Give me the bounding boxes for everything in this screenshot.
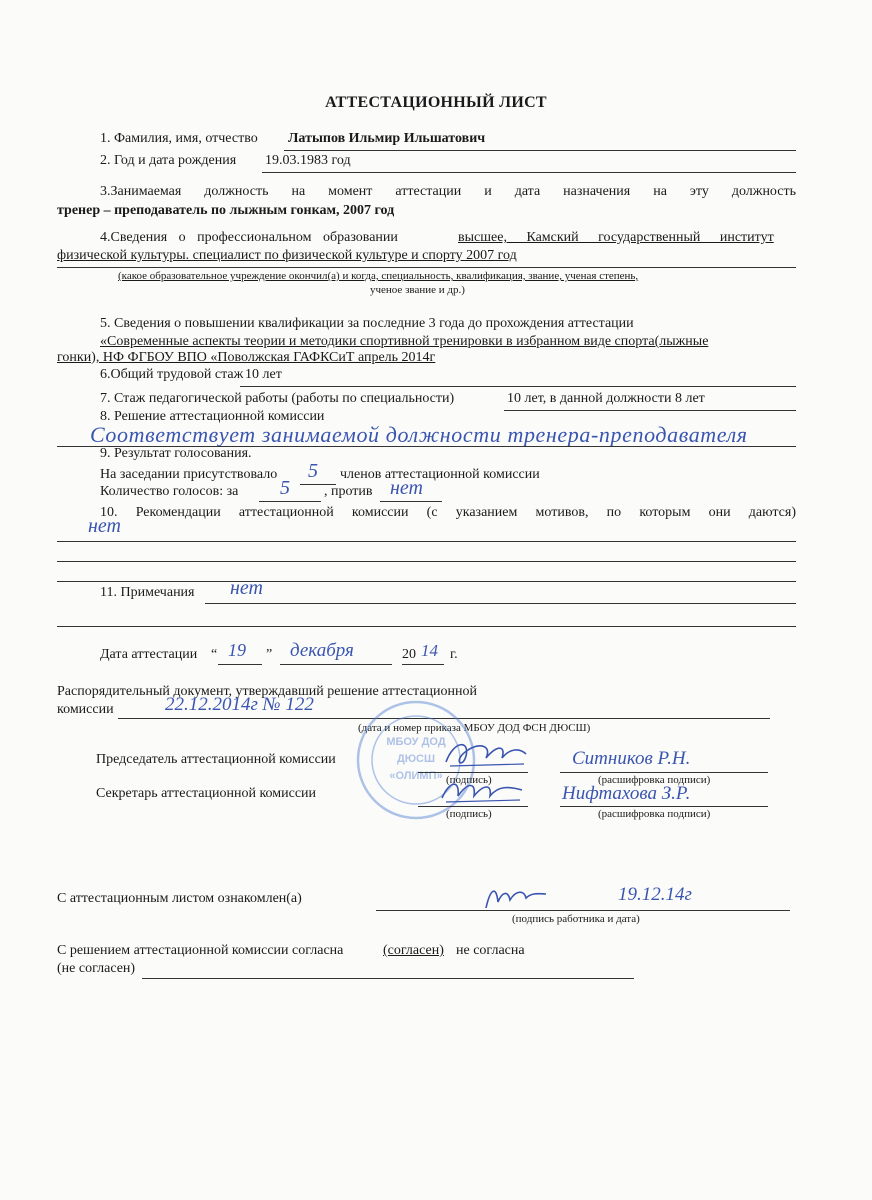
order-label-2: комиссии: [57, 702, 114, 717]
date-year-line: [402, 664, 444, 665]
order-note: (дата и номер приказа МБОУ ДОД ФСН ДЮСШ): [358, 722, 591, 734]
secretary-decode-line: [560, 806, 768, 807]
field-9-votes-against-line: [380, 501, 442, 502]
stamp-top-text: МБОУ ДОД: [386, 736, 446, 748]
field-6-label: 6.Общий трудовой стаж: [100, 367, 244, 382]
field-6-line: [240, 386, 796, 387]
field-10-value: нет: [88, 515, 121, 537]
date-year-prefix: 20: [402, 647, 416, 662]
field-8-value: Соответствует занимаемой должности тренера-преподавателя: [90, 422, 748, 447]
field-4-note-2: ученое звание и др.): [370, 284, 465, 296]
field-2-value: 19.03.1983 год: [265, 153, 351, 168]
field-11-line-1: [205, 603, 796, 604]
chair-name: Ситников Р.Н.: [572, 748, 691, 769]
chair-sign-note: (подпись): [446, 774, 492, 786]
field-11-label: 11. Примечания: [100, 585, 195, 600]
field-1-label: 1. Фамилия, имя, отчество: [100, 131, 258, 146]
field-2-line: [262, 172, 796, 173]
agree-line: [142, 978, 634, 979]
chair-decode-note: (расшифровка подписи): [598, 774, 711, 786]
date-close-quote: ”: [266, 647, 273, 662]
secretary-label: Секретарь аттестационной комиссии: [96, 786, 317, 801]
familiar-date: 19.12.14г: [618, 884, 692, 905]
date-year-suffix: 14: [421, 641, 438, 660]
order-value: 22.12.2014г № 122: [165, 694, 314, 715]
field-9-present-value: 5: [308, 460, 318, 482]
familiar-note: (подпись работника и дата): [512, 913, 640, 925]
date-day: 19: [228, 640, 246, 660]
field-10-line-1: [57, 541, 796, 542]
stamp-line2: ДЮСШ: [396, 753, 436, 765]
field-7-line: [504, 410, 796, 411]
field-3-label: 3.Занимаемая должность на момент аттестации и дата назначения на эту должность: [100, 184, 796, 199]
page-title: АТТЕСТАЦИОННЫЙ ЛИСТ: [325, 94, 547, 111]
agree-line-1c: не согласна: [456, 943, 525, 958]
field-10-line-3: [57, 581, 796, 582]
chair-label: Председатель аттестационной комиссии: [96, 752, 336, 767]
field-5-value-1: «Современные аспекты теории и методики спортивной тренировки в избранном виде спорта(лыжные: [100, 334, 709, 349]
field-4-note-1: (какое образовательное учреждение окончил(а) и когда, специальность, квалификация, звание, ученая степень,: [118, 270, 639, 282]
field-10-label: 10. Рекомендации аттестационной комиссии (с указанием мотивов, по которым они даются): [100, 505, 796, 520]
field-5-label: 5. Сведения о повышении квалификации за последние 3 года до прохождения аттестации: [100, 316, 634, 331]
field-1-value: Латыпов Ильмир Ильшатович: [288, 131, 486, 146]
field-6-value: 10 лет: [245, 367, 282, 382]
field-4-label: 4.Сведения о профессиональном образовании: [100, 230, 398, 245]
field-9-votes-against: нет: [390, 477, 423, 499]
field-10-line-2: [57, 561, 796, 562]
field-9-votes-for-line: [259, 501, 321, 502]
field-3-value: тренер – преподаватель по лыжным гонкам, 2007 год: [57, 203, 395, 218]
stamp-line3: «ОЛИМП»: [389, 770, 443, 782]
chair-decode-line: [560, 772, 768, 773]
field-9-present-prefix: На заседании присутствовало: [100, 467, 278, 482]
familiar-label: С аттестационным листом ознакомлен(а): [57, 891, 302, 906]
agree-line-1b: (согласен): [383, 943, 444, 958]
order-label-1: Распорядительный документ, утверждавший решение аттестационной: [57, 684, 478, 699]
field-4-value-2: физической культуры. специалист по физической культуре и спорту 2007 год: [57, 248, 517, 263]
agree-line-2: (не согласен): [57, 961, 136, 976]
chair-signature: [440, 736, 530, 772]
field-4-line: [57, 267, 796, 268]
date-open-quote: “: [211, 647, 218, 662]
secretary-decode-note: (расшифровка подписи): [598, 808, 711, 820]
employee-signature: [480, 880, 550, 914]
date-label: Дата аттестации: [100, 647, 198, 662]
chair-sign-line: [418, 772, 528, 773]
field-9-votes-prefix: Количество голосов: за: [100, 484, 239, 499]
secretary-signature: [438, 774, 528, 808]
field-9-present-suffix: членов аттестационной комиссии: [340, 467, 540, 482]
field-11-line-2: [57, 626, 796, 627]
field-9-votes-for: 5: [280, 477, 290, 499]
field-9-label: 9. Результат голосования.: [100, 446, 252, 461]
field-1-line: [284, 150, 796, 151]
field-7-label: 7. Стаж педагогической работы (работы по специальности): [100, 391, 455, 406]
date-month: декабря: [290, 640, 354, 661]
agree-line-1a: С решением аттестационной комиссии согласна: [57, 943, 344, 958]
date-month-line: [280, 664, 392, 665]
field-9-votes-against-label: , против: [324, 484, 373, 499]
date-year-end: г.: [450, 647, 458, 662]
secretary-sign-note: (подпись): [446, 808, 492, 820]
field-8-label: 8. Решение аттестационной комиссии: [100, 409, 325, 424]
secretary-name: Нифтахова З.Р.: [562, 783, 691, 804]
familiar-line: [376, 910, 790, 911]
field-11-value: нет: [230, 577, 263, 599]
field-2-label: 2. Год и дата рождения: [100, 153, 237, 168]
secretary-sign-line: [418, 806, 528, 807]
date-day-line: [218, 664, 262, 665]
field-4-value-1: высшее, Камский государственный институт: [458, 230, 774, 245]
field-5-value-2: гонки), НФ ФГБОУ ВПО «Поволжская ГАФКСиТ апрель 2014г: [57, 350, 436, 365]
field-7-value: 10 лет, в данной должности 8 лет: [507, 391, 705, 406]
